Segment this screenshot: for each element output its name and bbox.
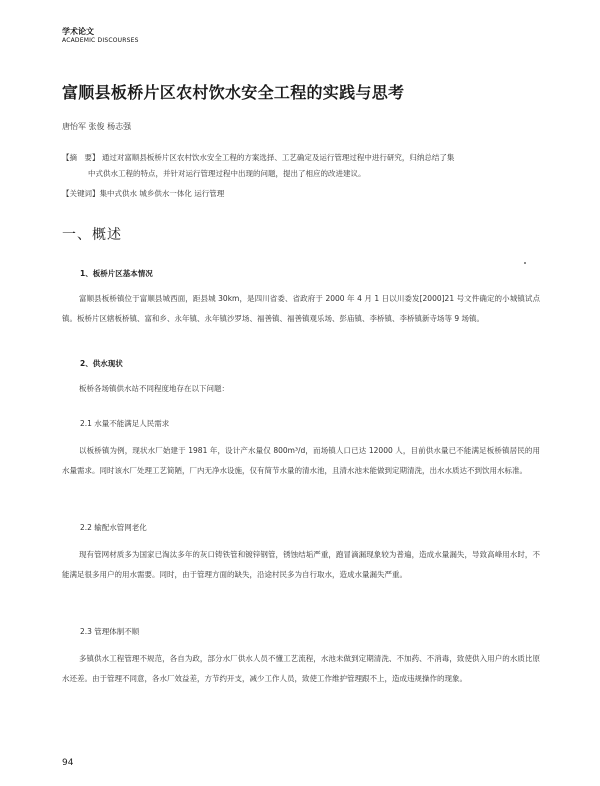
page-number: 94 — [62, 758, 74, 768]
paragraph-1: 富顺县板桥镇位于富顺县城西面，距县城 30km，是四川省委、省政府于 2000 年 4 月 1 日以川委发[2000]21 号文件确定的小城镇试点镇。板桥片区辖板桥镇、富和乡、永年镇、永年镇沙罗场、福善镇、福善镇观乐场、彭庙镇、李桥镇、李桥镇新寺场等 9 场镇。 — [62, 294, 540, 323]
abstract — [62, 150, 540, 182]
abstract-line-1: 通过对富顺县板桥片区农村饮水安全工程的方案选择、工艺确定及运行管理过程中进行研究，归纳总结了集 — [101, 153, 455, 162]
subsection-heading-2-3: 2.3 管理体制不顺 — [80, 627, 140, 636]
paragraph-2-2: 现有管网材质多为国家已淘汰多年的灰口铸铁管和镀锌钢管，锈蚀结垢严重，跑冒滴漏现象较为普遍，造成水量漏失，导致高峰用水时，不能满足很多用户的用水需要。同时，由于管理方面的缺失，沿途村民多为自行取水，造成水量漏失严重。 — [62, 550, 540, 579]
subsection-heading-2-1: 2.1 水量不能满足人民需求 — [80, 419, 170, 428]
journal-name-zh: 学术论文 — [62, 27, 94, 36]
journal-header — [62, 28, 139, 44]
subsection-heading-1: 1、板桥片区基本情况 — [80, 269, 153, 278]
keywords-text: 集中式供水 城乡供水一体化 运行管理 — [99, 189, 225, 198]
keywords — [62, 188, 224, 199]
stray-mark — [524, 262, 526, 264]
article-title: 富顺县板桥片区农村饮水安全工程的实践与思考 — [62, 83, 405, 102]
section-heading: 一、概述 — [62, 227, 122, 243]
keywords-label: 【关键词】 — [62, 189, 100, 198]
paragraph-2-3: 多镇供水工程管理不规范，各自为政，部分水厂供水人员不懂工艺流程，水池未做到定期清洗、不加药、不消毒，致使供入用户的水质比原水还差。由于管理不同意，各水厂效益差，方节约开支，减少工作人员，致使工作维护管理跟不上，造成违规操作的现象。 — [62, 654, 540, 683]
paragraph-2-intro: 板桥各场镇供水站不同程度地存在以下问题： — [79, 384, 229, 393]
authors: 唐怡军 张俊 杨志强 — [62, 122, 132, 131]
subsection-heading-2-2: 2.2 输配水管网老化 — [80, 523, 147, 532]
paragraph-2-1: 以板桥镇为例，现状水厂始建于 1981 年，设计产水量仅 800m³/d，而场镇人口已达 12000 人，目前供水量已不能满足板桥镇居民的用水量需求。同时该水厂处理工艺简陋，厂内无净水设施，仅有简节水量的清水池，且清水池未能做到定期清洗，出水水质达不到饮用水标准。 — [62, 446, 540, 475]
subsection-heading-2: 2、供水现状 — [80, 359, 123, 368]
abstract-line-2: 中式供水工程的特点，并针对运行管理过程中出现的问题，提出了相应的改进建议。 — [88, 169, 366, 178]
journal-name-en: ACADEMIC DISCOURSES — [62, 37, 139, 44]
abstract-label: 【摘 要】 — [62, 153, 100, 162]
